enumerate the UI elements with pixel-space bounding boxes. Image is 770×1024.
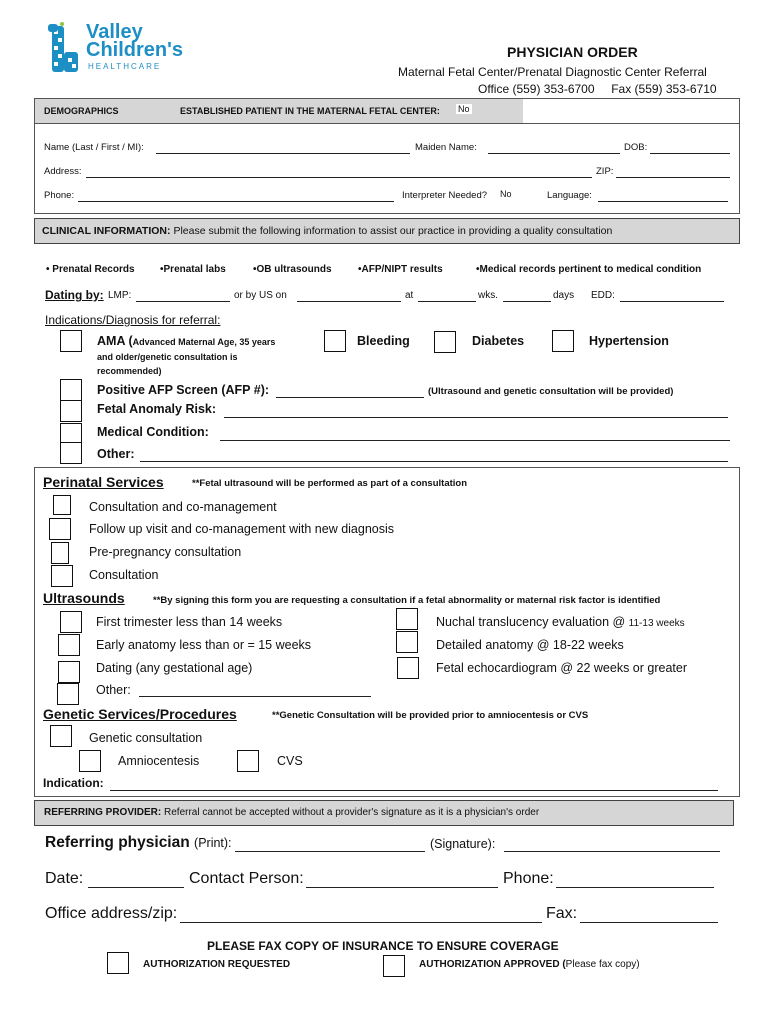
other-us-label: Other: [96, 683, 131, 697]
dating-checkbox[interactable] [58, 661, 80, 683]
edd-field[interactable] [620, 301, 724, 302]
lmp-field[interactable] [136, 301, 230, 302]
demographics-header-divider [34, 123, 740, 124]
medical-condition-field[interactable] [220, 440, 730, 441]
fetal-echo-checkbox[interactable] [397, 657, 419, 679]
fax-insurance-notice: PLEASE FAX COPY OF INSURANCE TO ENSURE COVERAGE [207, 939, 559, 953]
nuchal-weeks: 11-13 weeks [628, 618, 685, 629]
phone-field[interactable] [78, 201, 394, 202]
at-label: at [405, 290, 414, 301]
zip-label: ZIP: [596, 166, 614, 177]
ama-detail-1: Advanced Maternal Age, 35 years [132, 337, 276, 347]
date-label: Date: [45, 870, 84, 887]
office-field[interactable] [180, 922, 542, 923]
referring-header-bold: REFERRING PROVIDER: [44, 807, 162, 818]
afp-label: Positive AFP Screen (AFP #): [97, 383, 270, 397]
detailed-anatomy-label: Detailed anatomy @ 18-22 weeks [436, 638, 624, 652]
indication-field[interactable] [110, 790, 718, 791]
amniocentesis-checkbox[interactable] [79, 750, 101, 772]
dob-field[interactable] [650, 153, 730, 154]
logo-line3: HEALTHCARE [88, 62, 162, 71]
other-us-checkbox[interactable] [57, 683, 79, 705]
date-field[interactable] [88, 887, 184, 888]
ultrasounds-note: **By signing this form you are requesting a consultation if a fetal abnormality or maternal risk factor is identified [153, 595, 661, 606]
record-item-4: •AFP/NIPT results [358, 264, 443, 275]
auth-approved-label [419, 959, 640, 970]
contact-person-label: Contact Person: [189, 870, 304, 887]
giraffe-logo-icon [46, 22, 86, 74]
indication-label: Indication: [43, 776, 104, 790]
perinatal-item-2: Follow up visit and co-management with new diagnosis [89, 522, 395, 536]
perinatal-item-4: Consultation [89, 568, 159, 582]
days-label: days [553, 290, 575, 301]
weeks-field[interactable] [418, 301, 476, 302]
name-label: Name (Last / First / MI): [44, 142, 144, 153]
genetic-title: Genetic Services/Procedures [43, 706, 237, 722]
genetic-consultation-checkbox[interactable] [50, 725, 72, 747]
demographics-label: DEMOGRAPHICS [44, 106, 119, 116]
or-us-label: or by US on [234, 290, 287, 301]
dob-label: DOB: [624, 142, 648, 153]
contact-person-field[interactable] [306, 887, 498, 888]
fax-label: Fax: [546, 905, 578, 922]
fetal-anomaly-field[interactable] [224, 417, 728, 418]
signature-field[interactable] [504, 851, 720, 852]
nuchal-label [436, 615, 685, 629]
services-box [34, 467, 740, 797]
interpreter-label: Interpreter Needed? [402, 190, 488, 201]
record-item-2: •Prenatal labs [160, 264, 226, 275]
dating-label-us: Dating (any gestational age) [96, 661, 253, 675]
ama-checkbox[interactable] [60, 330, 82, 352]
perinatal-item-1: Consultation and co-management [89, 500, 277, 514]
afp-field[interactable] [276, 397, 424, 398]
logo-line2: Children's [86, 39, 183, 61]
perinatal-checkbox-3[interactable] [51, 542, 69, 564]
cvs-checkbox[interactable] [237, 750, 259, 772]
genetic-consultation-label: Genetic consultation [89, 731, 203, 745]
phone-ref-label: Phone: [503, 870, 554, 887]
perinatal-checkbox-1[interactable] [53, 495, 71, 515]
phone-label: Phone: [44, 190, 75, 201]
name-field[interactable] [156, 153, 410, 154]
language-label: Language: [547, 190, 592, 201]
physician-print-field[interactable] [235, 851, 425, 852]
address-field[interactable] [86, 177, 592, 178]
interpreter-value[interactable]: No [500, 189, 512, 199]
early-anatomy-checkbox[interactable] [58, 634, 80, 656]
auth-approved-note: Please fax copy) [565, 959, 640, 970]
ama-detail-2: and older/genetic consultation is [97, 352, 238, 362]
first-trimester-label: First trimester less than 14 weeks [96, 615, 283, 629]
referring-header-note: Referral cannot be accepted without a provider's signature as it is a physician's order [164, 807, 540, 818]
page-title: PHYSICIAN ORDER [507, 44, 638, 60]
hypertension-checkbox[interactable] [552, 330, 574, 352]
indications-label: Indications/Diagnosis for referral: [45, 313, 221, 327]
genetic-note: **Genetic Consultation will be provided prior to amniocentesis or CVS [272, 710, 589, 721]
fax-field[interactable] [580, 922, 718, 923]
cvs-label: CVS [277, 754, 303, 768]
perinatal-checkbox-4[interactable] [51, 565, 73, 587]
nuchal-main: Nuchal translucency evaluation @ [436, 615, 626, 629]
dating-label: Dating by: [45, 288, 104, 302]
maiden-label: Maiden Name: [415, 142, 477, 153]
lmp-label: LMP: [108, 290, 132, 301]
nuchal-checkbox[interactable] [396, 608, 418, 630]
record-item-5: •Medical records pertinent to medical condition [476, 264, 702, 275]
logo-line1: Valley [86, 21, 143, 43]
ama-label [97, 334, 275, 348]
bleeding-checkbox[interactable] [324, 330, 346, 352]
physician-row [45, 834, 232, 852]
diabetes-checkbox[interactable] [434, 331, 456, 353]
print-label: (Print): [194, 836, 232, 850]
phone-ref-field[interactable] [556, 887, 714, 888]
other-indication-checkbox[interactable] [60, 442, 82, 464]
perinatal-checkbox-2[interactable] [49, 518, 71, 540]
hypertension-label: Hypertension [589, 334, 669, 348]
other-indication-label: Other: [97, 447, 135, 461]
logo [46, 22, 186, 76]
auth-requested-checkbox[interactable] [107, 952, 129, 974]
perinatal-note: **Fetal ultrasound will be performed as part of a consultation [192, 478, 468, 489]
medical-condition-label: Medical Condition: [97, 425, 209, 439]
detailed-anatomy-checkbox[interactable] [396, 631, 418, 653]
other-indication-field[interactable] [140, 461, 728, 462]
ultrasounds-title: Ultrasounds [43, 590, 125, 606]
afp-checkbox[interactable] [60, 379, 82, 401]
record-item-1: • Prenatal Records [46, 264, 135, 275]
perinatal-item-3: Pre-pregnancy consultation [89, 545, 242, 559]
days-field[interactable] [503, 301, 551, 302]
language-field[interactable] [598, 201, 728, 202]
other-us-field[interactable] [139, 696, 371, 697]
diabetes-label: Diabetes [472, 334, 525, 348]
zip-field[interactable] [616, 177, 730, 178]
clinical-header-note: Please submit the following information to assist our practice in providing a quality consultation [173, 225, 613, 237]
early-anatomy-label: Early anatomy less than or = 15 weeks [96, 638, 312, 652]
wks-label: wks. [478, 290, 498, 301]
afp-note: (Ultrasound and genetic consultation will be provided) [428, 386, 674, 397]
ama-detail-3: recommended) [97, 366, 162, 376]
clinical-header-text [42, 225, 612, 237]
office-label: Office address/zip: [45, 905, 178, 922]
contact-line: Office (559) 353-6700 Fax (559) 353-6710 [478, 82, 717, 96]
fetal-echo-label: Fetal echocardiogram @ 22 weeks or greater [436, 661, 688, 675]
bleeding-label: Bleeding [357, 334, 410, 348]
signature-label: (Signature): [430, 837, 496, 851]
first-trimester-checkbox[interactable] [60, 611, 82, 633]
ama-main: AMA ( [97, 334, 133, 348]
page-subtitle: Maternal Fetal Center/Prenatal Diagnostic Center Referral [398, 65, 707, 79]
referring-header-text [44, 807, 539, 818]
auth-requested-label: AUTHORIZATION REQUESTED [143, 959, 291, 970]
established-label: ESTABLISHED PATIENT IN THE MATERNAL FETAL CENTER: [180, 106, 440, 116]
us-date-field[interactable] [297, 301, 401, 302]
record-item-3: •OB ultrasounds [253, 264, 332, 275]
maiden-field[interactable] [488, 153, 620, 154]
amniocentesis-label: Amniocentesis [118, 754, 200, 768]
physician-label: Referring physician [45, 834, 190, 851]
perinatal-title: Perinatal Services [43, 474, 164, 490]
edd-label: EDD: [591, 290, 615, 301]
fetal-anomaly-checkbox[interactable] [60, 400, 82, 422]
auth-approved-checkbox[interactable] [383, 955, 405, 977]
auth-approved-main: AUTHORIZATION APPROVED ( [419, 959, 566, 970]
established-value[interactable]: No [458, 104, 470, 114]
clinical-header-bold: CLINICAL INFORMATION: [42, 225, 171, 237]
fetal-anomaly-label: Fetal Anomaly Risk: [97, 402, 217, 416]
address-label: Address: [44, 166, 82, 177]
